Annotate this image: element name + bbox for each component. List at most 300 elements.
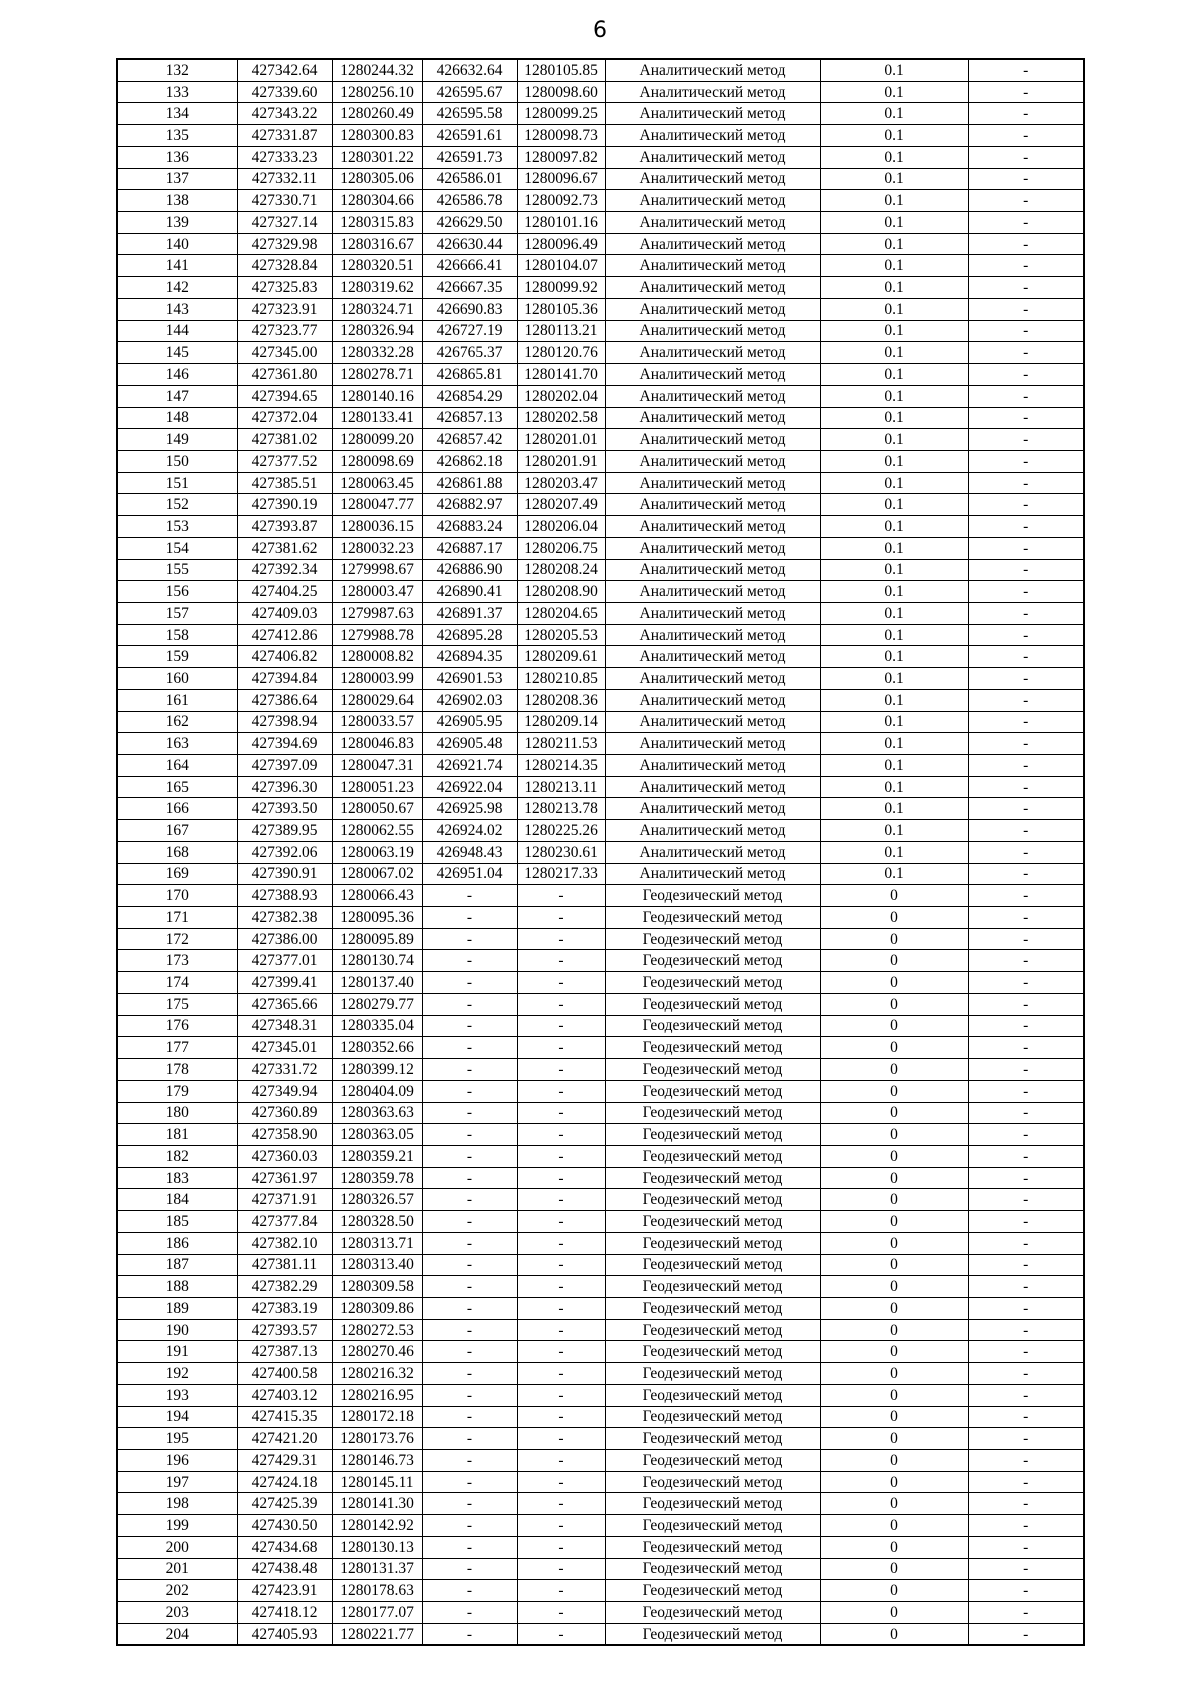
method-cell: Аналитический метод: [605, 602, 820, 624]
accuracy-cell: 0: [820, 1319, 968, 1341]
method-cell: Геодезический метод: [605, 1428, 820, 1450]
x-coordinate-cell: 427332.11: [237, 168, 332, 190]
accuracy-cell: 0: [820, 1471, 968, 1493]
table-row: [117, 798, 1084, 820]
method-cell: Аналитический метод: [605, 212, 820, 234]
method-cell: Геодезический метод: [605, 1189, 820, 1211]
point-number-cell: 178: [117, 1059, 237, 1081]
table-row: [117, 581, 1084, 603]
point-number-cell: 157: [117, 602, 237, 624]
accuracy-cell: 0: [820, 1145, 968, 1167]
y-coordinate-cell: 1280278.71: [332, 364, 422, 386]
point-number-cell: 163: [117, 733, 237, 755]
table-row: [117, 841, 1084, 863]
accuracy-cell: 0: [820, 1232, 968, 1254]
point-number-cell: 154: [117, 537, 237, 559]
point-number-cell: 204: [117, 1623, 237, 1645]
x-previous-cell: 426666.41: [422, 255, 517, 277]
x-coordinate-cell: 427331.87: [237, 125, 332, 147]
y-coordinate-cell: 1280332.28: [332, 342, 422, 364]
accuracy-cell: 0.1: [820, 755, 968, 777]
accuracy-cell: 0.1: [820, 494, 968, 516]
table-row: [117, 472, 1084, 494]
y-coordinate-cell: 1280316.67: [332, 233, 422, 255]
y-coordinate-cell: 1280326.94: [332, 320, 422, 342]
accuracy-cell: 0: [820, 1363, 968, 1385]
method-cell: Аналитический метод: [605, 298, 820, 320]
y-previous-cell: -: [517, 1602, 605, 1624]
point-number-cell: 136: [117, 146, 237, 168]
point-number-cell: 187: [117, 1254, 237, 1276]
accuracy-cell: 0: [820, 1189, 968, 1211]
y-previous-cell: 1280202.04: [517, 385, 605, 407]
table-row: [117, 1232, 1084, 1254]
x-coordinate-cell: 427329.98: [237, 233, 332, 255]
method-cell: Аналитический метод: [605, 624, 820, 646]
x-previous-cell: 426905.48: [422, 733, 517, 755]
accuracy-cell: 0.1: [820, 168, 968, 190]
accuracy-cell: 0: [820, 1602, 968, 1624]
x-coordinate-cell: 427365.66: [237, 993, 332, 1015]
x-previous-cell: 426951.04: [422, 863, 517, 885]
table-row: [117, 1319, 1084, 1341]
y-coordinate-cell: 1280095.36: [332, 907, 422, 929]
y-coordinate-cell: 1280032.23: [332, 537, 422, 559]
y-coordinate-cell: 1280313.40: [332, 1254, 422, 1276]
x-coordinate-cell: 427430.50: [237, 1515, 332, 1537]
accuracy-cell: 0: [820, 1102, 968, 1124]
accuracy-cell: 0.1: [820, 277, 968, 299]
y-coordinate-cell: 1280319.62: [332, 277, 422, 299]
x-previous-cell: 426629.50: [422, 212, 517, 234]
y-coordinate-cell: 1280029.64: [332, 689, 422, 711]
point-number-cell: 144: [117, 320, 237, 342]
x-coordinate-cell: 427394.65: [237, 385, 332, 407]
accuracy-cell: 0: [820, 1623, 968, 1645]
accuracy-cell: 0.1: [820, 298, 968, 320]
y-coordinate-cell: 1280399.12: [332, 1059, 422, 1081]
x-coordinate-cell: 427372.04: [237, 407, 332, 429]
x-coordinate-cell: 427392.34: [237, 559, 332, 581]
x-previous-cell: 426857.42: [422, 429, 517, 451]
x-coordinate-cell: 427371.91: [237, 1189, 332, 1211]
table-row: [117, 59, 1084, 81]
method-cell: Геодезический метод: [605, 1493, 820, 1515]
x-previous-cell: 426586.01: [422, 168, 517, 190]
x-coordinate-cell: 427360.89: [237, 1102, 332, 1124]
y-previous-cell: 1280210.85: [517, 668, 605, 690]
description-cell: -: [968, 81, 1084, 103]
method-cell: Геодезический метод: [605, 993, 820, 1015]
x-previous-cell: 426922.04: [422, 776, 517, 798]
method-cell: Геодезический метод: [605, 1515, 820, 1537]
y-coordinate-cell: 1280062.55: [332, 820, 422, 842]
method-cell: Геодезический метод: [605, 885, 820, 907]
y-previous-cell: -: [517, 1580, 605, 1602]
table-row: [117, 668, 1084, 690]
x-coordinate-cell: 427418.12: [237, 1602, 332, 1624]
method-cell: Геодезический метод: [605, 1276, 820, 1298]
y-coordinate-cell: 1280008.82: [332, 646, 422, 668]
x-coordinate-cell: 427339.60: [237, 81, 332, 103]
x-previous-cell: 426667.35: [422, 277, 517, 299]
x-previous-cell: 426727.19: [422, 320, 517, 342]
y-previous-cell: -: [517, 1471, 605, 1493]
x-coordinate-cell: 427438.48: [237, 1558, 332, 1580]
description-cell: -: [968, 1623, 1084, 1645]
point-number-cell: 191: [117, 1341, 237, 1363]
description-cell: -: [968, 820, 1084, 842]
description-cell: -: [968, 516, 1084, 538]
x-previous-cell: 426857.13: [422, 407, 517, 429]
x-coordinate-cell: 427415.35: [237, 1406, 332, 1428]
x-previous-cell: 426591.61: [422, 125, 517, 147]
x-coordinate-cell: 427381.02: [237, 429, 332, 451]
y-previous-cell: 1280206.04: [517, 516, 605, 538]
y-previous-cell: -: [517, 1102, 605, 1124]
point-number-cell: 184: [117, 1189, 237, 1211]
point-number-cell: 149: [117, 429, 237, 451]
method-cell: Геодезический метод: [605, 1623, 820, 1645]
description-cell: -: [968, 190, 1084, 212]
point-number-cell: 152: [117, 494, 237, 516]
point-number-cell: 138: [117, 190, 237, 212]
method-cell: Аналитический метод: [605, 233, 820, 255]
description-cell: -: [968, 776, 1084, 798]
x-coordinate-cell: 427421.20: [237, 1428, 332, 1450]
description-cell: -: [968, 146, 1084, 168]
description-cell: -: [968, 1276, 1084, 1298]
point-number-cell: 196: [117, 1450, 237, 1472]
y-coordinate-cell: 1280141.30: [332, 1493, 422, 1515]
point-number-cell: 171: [117, 907, 237, 929]
x-previous-cell: -: [422, 1363, 517, 1385]
y-coordinate-cell: 1280216.32: [332, 1363, 422, 1385]
y-previous-cell: -: [517, 1037, 605, 1059]
accuracy-cell: 0.1: [820, 364, 968, 386]
point-number-cell: 137: [117, 168, 237, 190]
y-previous-cell: -: [517, 1341, 605, 1363]
accuracy-cell: 0.1: [820, 342, 968, 364]
table-row: [117, 146, 1084, 168]
point-number-cell: 146: [117, 364, 237, 386]
table-row: [117, 1406, 1084, 1428]
y-previous-cell: 1280206.75: [517, 537, 605, 559]
accuracy-cell: 0: [820, 1450, 968, 1472]
table-row: [117, 1276, 1084, 1298]
x-previous-cell: -: [422, 1211, 517, 1233]
table-row: [117, 233, 1084, 255]
description-cell: -: [968, 407, 1084, 429]
method-cell: Аналитический метод: [605, 472, 820, 494]
point-number-cell: 203: [117, 1602, 237, 1624]
y-coordinate-cell: 1280260.49: [332, 103, 422, 125]
method-cell: Аналитический метод: [605, 863, 820, 885]
description-cell: -: [968, 1536, 1084, 1558]
description-cell: -: [968, 342, 1084, 364]
accuracy-cell: 0: [820, 1254, 968, 1276]
y-coordinate-cell: 1279998.67: [332, 559, 422, 581]
accuracy-cell: 0: [820, 993, 968, 1015]
table-row: [117, 429, 1084, 451]
x-coordinate-cell: 427385.51: [237, 472, 332, 494]
accuracy-cell: 0.1: [820, 559, 968, 581]
point-number-cell: 158: [117, 624, 237, 646]
accuracy-cell: 0.1: [820, 190, 968, 212]
table-row: [117, 255, 1084, 277]
y-previous-cell: 1280214.35: [517, 755, 605, 777]
accuracy-cell: 0: [820, 1167, 968, 1189]
table-row: [117, 1145, 1084, 1167]
point-number-cell: 179: [117, 1080, 237, 1102]
method-cell: Геодезический метод: [605, 1602, 820, 1624]
accuracy-cell: 0.1: [820, 233, 968, 255]
x-previous-cell: -: [422, 1080, 517, 1102]
x-coordinate-cell: 427348.31: [237, 1015, 332, 1037]
description-cell: -: [968, 537, 1084, 559]
accuracy-cell: 0.1: [820, 407, 968, 429]
y-previous-cell: 1280208.24: [517, 559, 605, 581]
point-number-cell: 180: [117, 1102, 237, 1124]
point-number-cell: 139: [117, 212, 237, 234]
y-previous-cell: 1280213.11: [517, 776, 605, 798]
x-coordinate-cell: 427358.90: [237, 1124, 332, 1146]
accuracy-cell: 0: [820, 1536, 968, 1558]
description-cell: -: [968, 103, 1084, 125]
accuracy-cell: 0.1: [820, 581, 968, 603]
description-cell: -: [968, 1406, 1084, 1428]
accuracy-cell: 0.1: [820, 59, 968, 81]
point-number-cell: 165: [117, 776, 237, 798]
table-row: [117, 1515, 1084, 1537]
x-previous-cell: -: [422, 1558, 517, 1580]
x-coordinate-cell: 427397.09: [237, 755, 332, 777]
method-cell: Аналитический метод: [605, 820, 820, 842]
y-coordinate-cell: 1280050.67: [332, 798, 422, 820]
x-previous-cell: -: [422, 1623, 517, 1645]
description-cell: -: [968, 472, 1084, 494]
y-coordinate-cell: 1280324.71: [332, 298, 422, 320]
method-cell: Аналитический метод: [605, 320, 820, 342]
y-previous-cell: 1280208.36: [517, 689, 605, 711]
y-previous-cell: -: [517, 1558, 605, 1580]
description-cell: -: [968, 212, 1084, 234]
description-cell: -: [968, 624, 1084, 646]
method-cell: Аналитический метод: [605, 407, 820, 429]
x-previous-cell: 426765.37: [422, 342, 517, 364]
x-previous-cell: 426925.98: [422, 798, 517, 820]
description-cell: -: [968, 1059, 1084, 1081]
method-cell: Аналитический метод: [605, 103, 820, 125]
y-coordinate-cell: 1280320.51: [332, 255, 422, 277]
description-cell: -: [968, 668, 1084, 690]
x-previous-cell: 426924.02: [422, 820, 517, 842]
point-number-cell: 134: [117, 103, 237, 125]
y-previous-cell: -: [517, 1080, 605, 1102]
y-previous-cell: -: [517, 1211, 605, 1233]
point-number-cell: 140: [117, 233, 237, 255]
y-previous-cell: 1280201.01: [517, 429, 605, 451]
method-cell: Аналитический метод: [605, 646, 820, 668]
x-previous-cell: -: [422, 885, 517, 907]
point-number-cell: 145: [117, 342, 237, 364]
description-cell: -: [968, 1471, 1084, 1493]
y-coordinate-cell: 1280133.41: [332, 407, 422, 429]
x-coordinate-cell: 427404.25: [237, 581, 332, 603]
accuracy-cell: 0: [820, 1276, 968, 1298]
method-cell: Геодезический метод: [605, 1124, 820, 1146]
x-coordinate-cell: 427382.38: [237, 907, 332, 929]
y-coordinate-cell: 1280177.07: [332, 1602, 422, 1624]
table-body: [117, 59, 1084, 1645]
accuracy-cell: 0: [820, 1059, 968, 1081]
point-number-cell: 133: [117, 81, 237, 103]
table-row: [117, 277, 1084, 299]
point-number-cell: 177: [117, 1037, 237, 1059]
y-previous-cell: -: [517, 1232, 605, 1254]
table-row: [117, 364, 1084, 386]
description-cell: -: [968, 1319, 1084, 1341]
x-coordinate-cell: 427398.94: [237, 711, 332, 733]
method-cell: Геодезический метод: [605, 1211, 820, 1233]
point-number-cell: 190: [117, 1319, 237, 1341]
table-row: [117, 516, 1084, 538]
method-cell: Геодезический метод: [605, 1450, 820, 1472]
method-cell: Аналитический метод: [605, 755, 820, 777]
accuracy-cell: 0.1: [820, 429, 968, 451]
x-previous-cell: -: [422, 1189, 517, 1211]
point-number-cell: 155: [117, 559, 237, 581]
method-cell: Геодезический метод: [605, 1232, 820, 1254]
x-previous-cell: -: [422, 1254, 517, 1276]
table-row: [117, 559, 1084, 581]
method-cell: Аналитический метод: [605, 81, 820, 103]
description-cell: -: [968, 1232, 1084, 1254]
method-cell: Аналитический метод: [605, 798, 820, 820]
accuracy-cell: 0.1: [820, 81, 968, 103]
accuracy-cell: 0.1: [820, 668, 968, 690]
y-previous-cell: 1280225.26: [517, 820, 605, 842]
y-coordinate-cell: 1280359.78: [332, 1167, 422, 1189]
method-cell: Аналитический метод: [605, 559, 820, 581]
accuracy-cell: 0.1: [820, 798, 968, 820]
table-row: [117, 190, 1084, 212]
x-coordinate-cell: 427393.57: [237, 1319, 332, 1341]
accuracy-cell: 0.1: [820, 537, 968, 559]
y-previous-cell: 1280201.91: [517, 450, 605, 472]
table-row: [117, 1102, 1084, 1124]
y-previous-cell: -: [517, 1493, 605, 1515]
x-previous-cell: 426905.95: [422, 711, 517, 733]
x-coordinate-cell: 427388.93: [237, 885, 332, 907]
y-coordinate-cell: 1280178.63: [332, 1580, 422, 1602]
y-previous-cell: 1280104.07: [517, 255, 605, 277]
accuracy-cell: 0.1: [820, 820, 968, 842]
method-cell: Аналитический метод: [605, 364, 820, 386]
table-row: [117, 298, 1084, 320]
y-coordinate-cell: 1280137.40: [332, 972, 422, 994]
x-coordinate-cell: 427360.03: [237, 1145, 332, 1167]
method-cell: Геодезический метод: [605, 1254, 820, 1276]
accuracy-cell: 0: [820, 885, 968, 907]
method-cell: Аналитический метод: [605, 537, 820, 559]
description-cell: -: [968, 1558, 1084, 1580]
y-coordinate-cell: 1280172.18: [332, 1406, 422, 1428]
x-coordinate-cell: 427342.64: [237, 59, 332, 81]
y-coordinate-cell: 1280256.10: [332, 81, 422, 103]
point-number-cell: 183: [117, 1167, 237, 1189]
y-coordinate-cell: 1280326.57: [332, 1189, 422, 1211]
point-number-cell: 175: [117, 993, 237, 1015]
x-coordinate-cell: 427399.41: [237, 972, 332, 994]
y-previous-cell: -: [517, 1189, 605, 1211]
x-previous-cell: 426632.64: [422, 59, 517, 81]
y-previous-cell: 1280213.78: [517, 798, 605, 820]
method-cell: Аналитический метод: [605, 125, 820, 147]
point-number-cell: 182: [117, 1145, 237, 1167]
point-number-cell: 150: [117, 450, 237, 472]
x-previous-cell: 426894.35: [422, 646, 517, 668]
method-cell: Аналитический метод: [605, 841, 820, 863]
method-cell: Геодезический метод: [605, 1015, 820, 1037]
x-coordinate-cell: 427425.39: [237, 1493, 332, 1515]
method-cell: Геодезический метод: [605, 1080, 820, 1102]
x-previous-cell: -: [422, 1319, 517, 1341]
method-cell: Геодезический метод: [605, 972, 820, 994]
method-cell: Аналитический метод: [605, 277, 820, 299]
y-coordinate-cell: 1279988.78: [332, 624, 422, 646]
point-number-cell: 181: [117, 1124, 237, 1146]
y-coordinate-cell: 1280313.71: [332, 1232, 422, 1254]
accuracy-cell: 0.1: [820, 776, 968, 798]
accuracy-cell: 0.1: [820, 472, 968, 494]
method-cell: Аналитический метод: [605, 190, 820, 212]
y-coordinate-cell: 1280033.57: [332, 711, 422, 733]
x-previous-cell: 426861.88: [422, 472, 517, 494]
description-cell: -: [968, 233, 1084, 255]
table-row: [117, 385, 1084, 407]
point-number-cell: 195: [117, 1428, 237, 1450]
table-row: [117, 950, 1084, 972]
y-coordinate-cell: 1280363.05: [332, 1124, 422, 1146]
description-cell: -: [968, 1254, 1084, 1276]
method-cell: Геодезический метод: [605, 1341, 820, 1363]
y-coordinate-cell: 1280244.32: [332, 59, 422, 81]
method-cell: Аналитический метод: [605, 711, 820, 733]
x-previous-cell: 426595.67: [422, 81, 517, 103]
point-number-cell: 201: [117, 1558, 237, 1580]
x-coordinate-cell: 427345.01: [237, 1037, 332, 1059]
x-previous-cell: -: [422, 1015, 517, 1037]
x-previous-cell: 426595.58: [422, 103, 517, 125]
y-previous-cell: -: [517, 993, 605, 1015]
y-coordinate-cell: 1280051.23: [332, 776, 422, 798]
y-previous-cell: -: [517, 1363, 605, 1385]
x-coordinate-cell: 427343.22: [237, 103, 332, 125]
x-previous-cell: 426890.41: [422, 581, 517, 603]
point-number-cell: 160: [117, 668, 237, 690]
method-cell: Аналитический метод: [605, 255, 820, 277]
x-coordinate-cell: 427386.00: [237, 928, 332, 950]
table-row: [117, 885, 1084, 907]
description-cell: -: [968, 1384, 1084, 1406]
y-coordinate-cell: 1280315.83: [332, 212, 422, 234]
y-previous-cell: -: [517, 1059, 605, 1081]
table-row: [117, 103, 1084, 125]
table-row: [117, 993, 1084, 1015]
description-cell: -: [968, 298, 1084, 320]
y-previous-cell: 1280099.25: [517, 103, 605, 125]
